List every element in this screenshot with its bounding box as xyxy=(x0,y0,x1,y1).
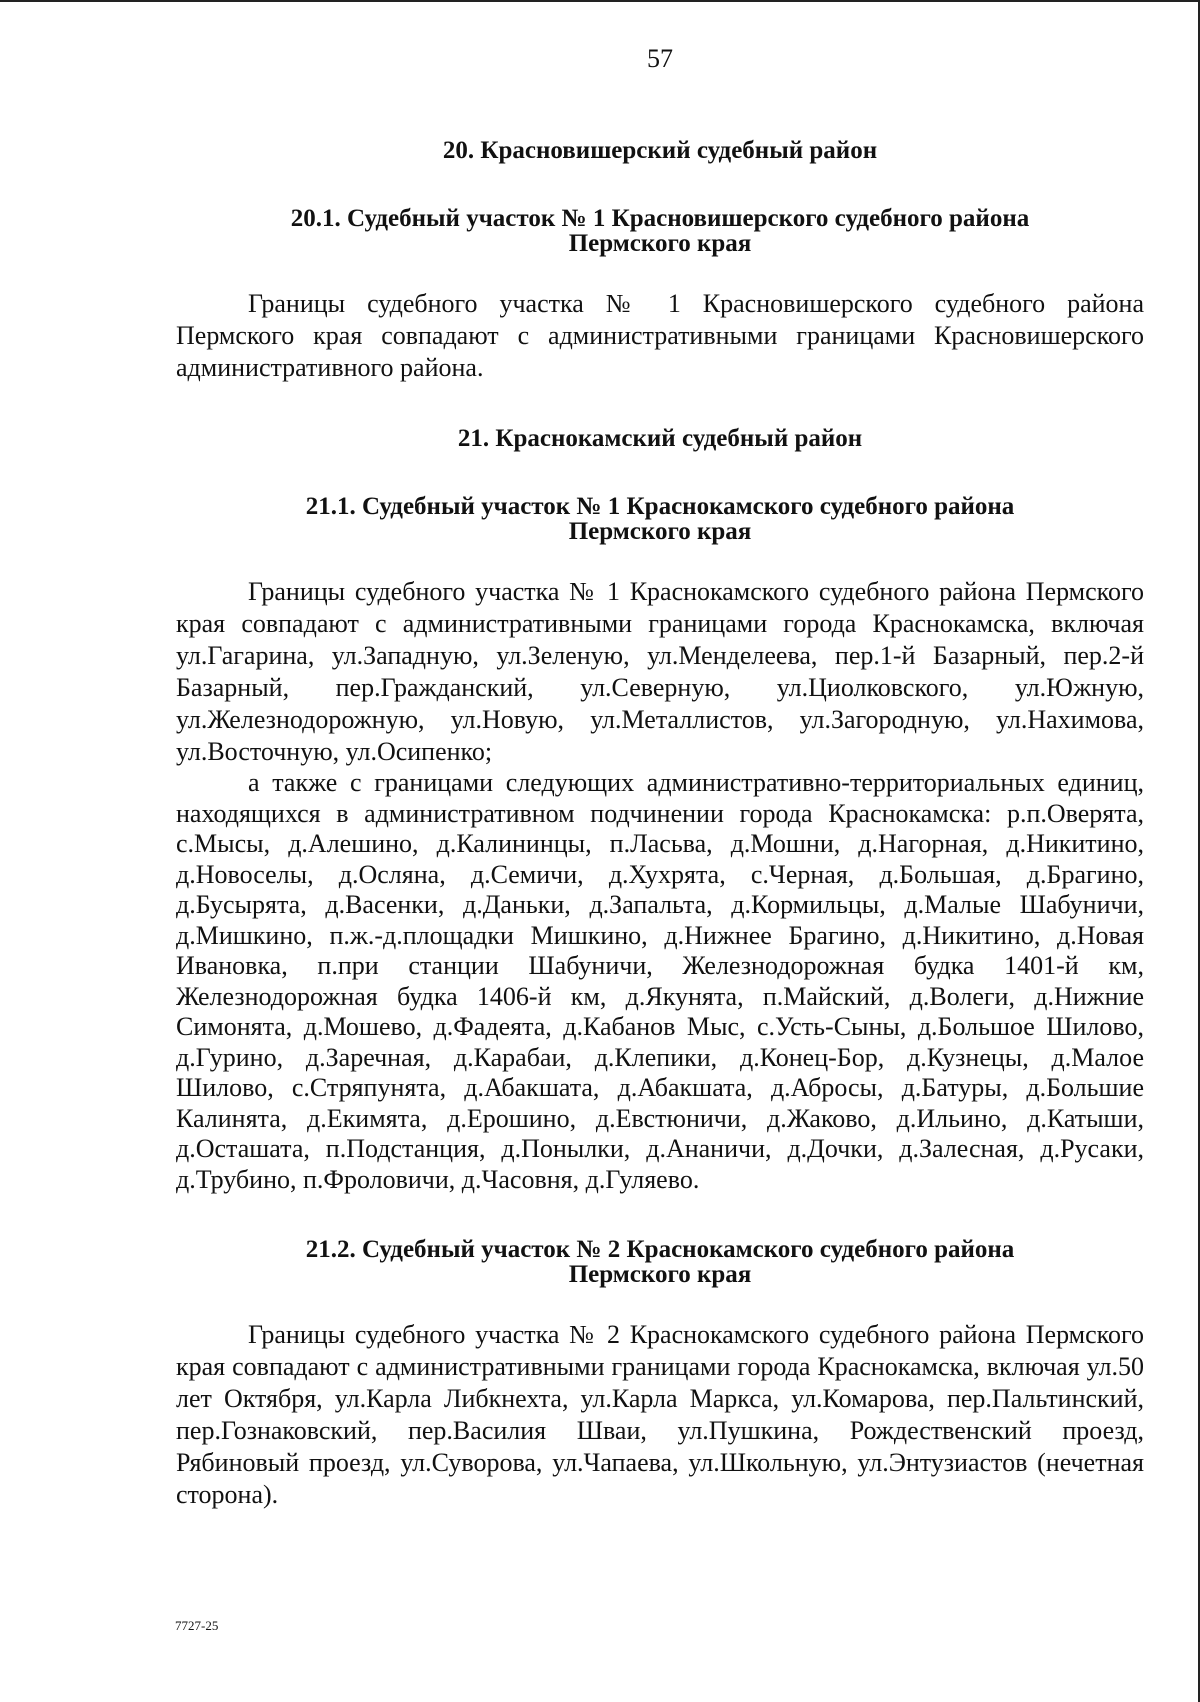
page-number: 57 xyxy=(647,44,673,73)
section-21-1-text-1: Границы судебного участка № 1 Краснокамского судебного района Пермского края совпадают с административными границами города Краснокамска, включая ул.Гагарина, ул.Западную, ул.Зеленую, ул.Менделеева, пер.1-й Базарный, пер.2-й Базарный, пер.Гражданский, ул.Северную, ул.Циолковского, ул.Южную, ул.Железнодорожную, ул.Новую, ул.Металлистов, ул.Загородную, ул.Нахимова, ул.Восточную, ул.Осипенко; xyxy=(176,577,1144,766)
section-21-2-text: Границы судебного участка № 2 Краснокамского судебного района Пермского края совпадают с административными границами города Краснокамска, включая ул.50 лет Октября, ул.Карла Либкнехта, ул.Карла Маркса, ул.Комарова, пер.Пальтинский, пер.Гознаковский, пер.Василия Шваи, ул.Пушкина, Рождественский проезд, Рябиновый проезд, ул.Суворова, ул.Чапаева, ул.Школьную, ул.Энтузиастов (нечетная сторона). xyxy=(176,1320,1144,1509)
section-20-title: 20. Красновишерский судебный район xyxy=(442,137,878,164)
section-21-1-title xyxy=(176,494,1144,544)
section-21-2-title-line1: 21.2. Судебный участок № 2 Краснокамского судебного района xyxy=(305,1236,1015,1263)
section-20-1-text: Границы судебного участка № 1 Красновишерского судебного района Пермского края совпадают с административными границами Красновишерского административного района. xyxy=(176,289,1144,382)
page-border-top xyxy=(0,0,1200,2)
section-21-title: 21. Краснокамский судебный район xyxy=(457,425,863,452)
section-21-1-text-2: а также с границами следующих административно-территориальных единиц, находящихся в административном подчинении города Краснокамска: р.п.Оверята, с.Мысы, д.Алешино, д.Калининцы, п.Ласьва, д.Мошни, д.Нагорная, д.Никитино, д.Новоселы, д.Осляна, д.Семичи, д.Хухрята, с.Черная, д.Большая, д.Брагино, д.Бусырята, д.Васенки, д.Даньки, д.Запальта, д.Кормильцы, д.Малые Шабуничи, д.Мишкино, п.ж.-д.площадки Мишкино, д.Нижнее Брагино, д.Никитино, д.Новая Ивановка, п.при станции Шабуничи, Железнодорожная будка 1401-й км, Железнодорожная будка 1406-й км, д.Якунята, п.Майский, д.Волеги, д.Нижние Симонята, д.Мошево, д.Фадеята, д.Кабанов Мыс, с.Усть-Сыны, д.Большое Шилово, д.Гурино, д.Заречная, д.Карабаи, д.Клепики, д.Конец-Бор, д.Кузнецы, д.Малое Шилово, с.Стряпунята, д.Абакшата, д.Абакшата, д.Абросы, д.Батуры, д.Большие Калинята, д.Екимята, д.Ерошино, д.Евстюничи, д.Жаково, д.Ильино, д.Катыши, д.Осташата, п.Подстанция, д.Понылки, д.Ананичи, д.Дочки, д.Залесная, д.Русаки, д.Трубино, п.Фроловичи, д.Часовня, д.Гуляево. xyxy=(176,768,1144,1194)
section-20-1-title-line2: Пермского края xyxy=(568,230,752,257)
footer-document-code: 7727-25 xyxy=(175,1618,219,1633)
section-20-1-title xyxy=(176,206,1144,256)
section-20-1-title-line1: 20.1. Судебный участок № 1 Красновишерского судебного района xyxy=(290,205,1030,232)
section-21-2-title-line2: Пермского края xyxy=(568,1261,752,1288)
document-body xyxy=(176,132,1144,1511)
section-21-1-title-line1: 21.1. Судебный участок № 1 Краснокамского судебного района xyxy=(305,493,1015,520)
section-21-1-title-line2: Пермского края xyxy=(568,518,752,545)
section-21-2-title xyxy=(176,1237,1144,1287)
